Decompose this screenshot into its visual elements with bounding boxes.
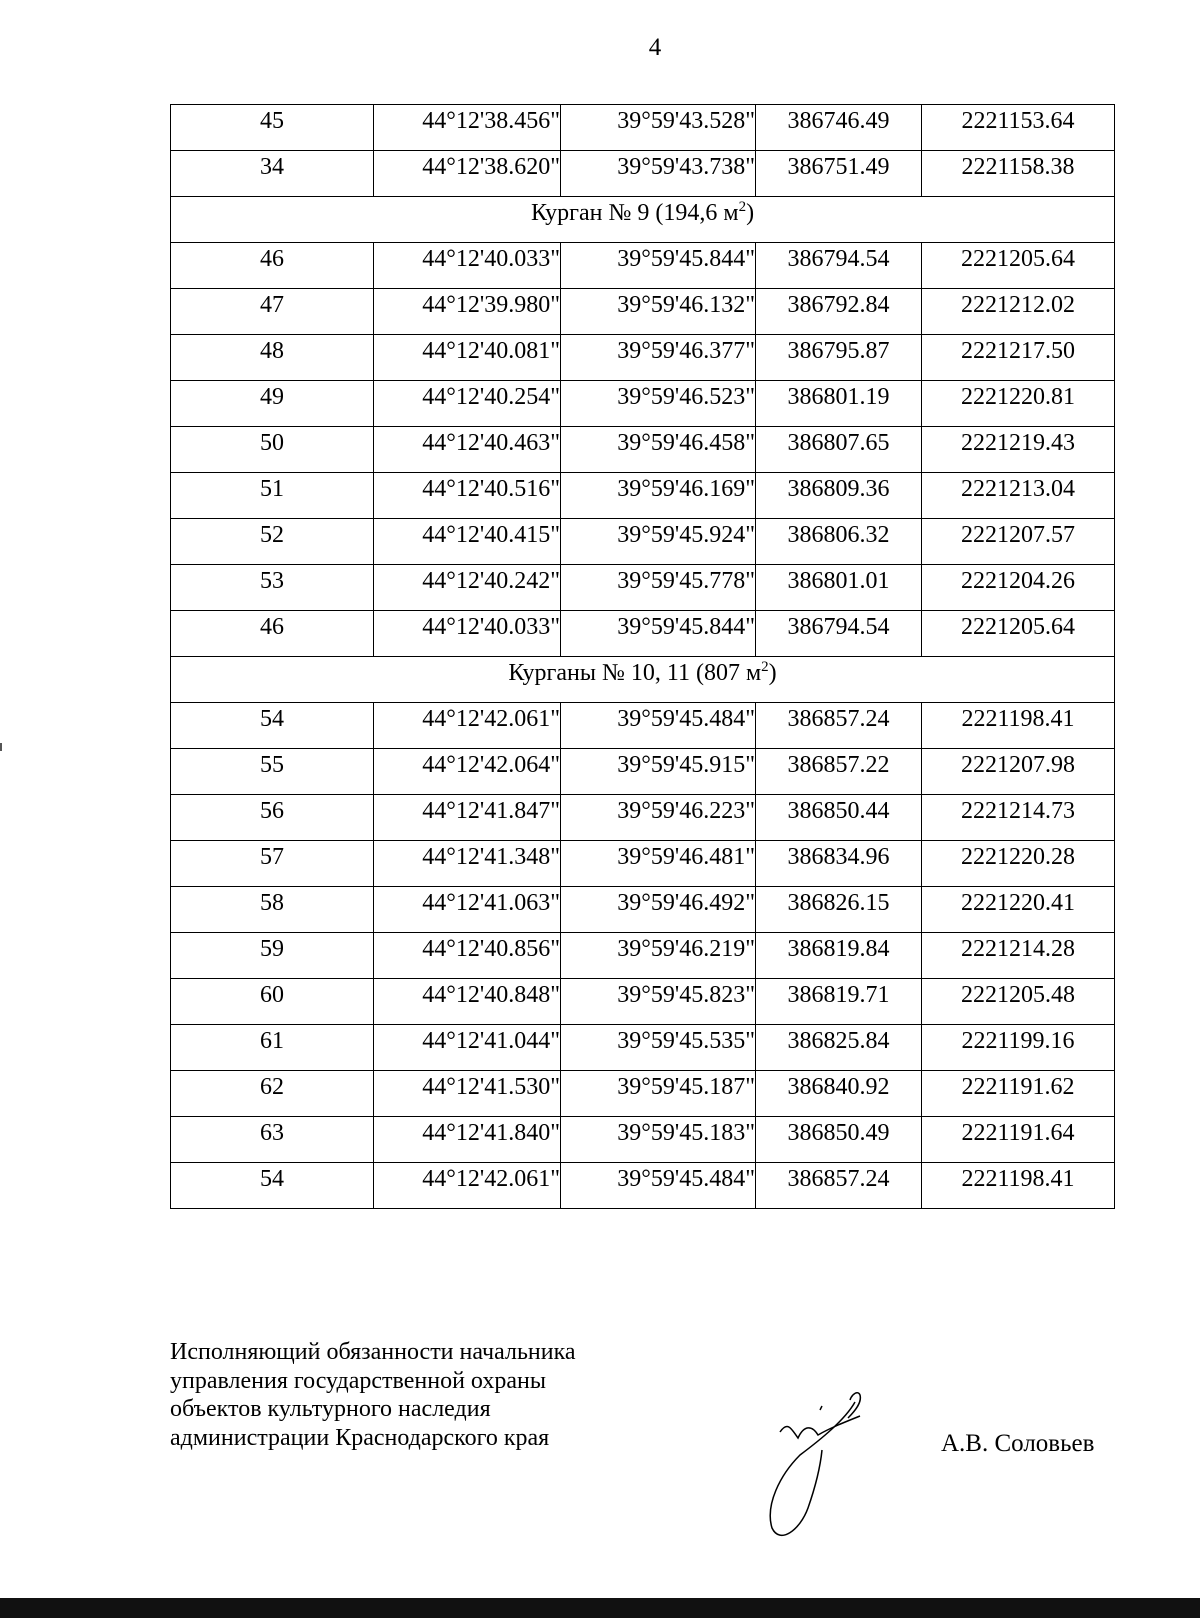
latitude-cell: 44°12'40.856" <box>374 933 561 979</box>
section-title: Курган № 9 (194,6 $м^2$) <box>171 197 1115 243</box>
signatory-position <box>170 1338 576 1452</box>
point-number-cell: 59 <box>171 933 374 979</box>
y-coordinate-cell: 2221205.64 <box>922 243 1115 289</box>
x-coordinate-cell: 386857.24 <box>756 703 922 749</box>
x-coordinate-cell: 386794.54 <box>756 243 922 289</box>
point-number-cell: 45 <box>171 105 374 151</box>
x-coordinate-cell: 386850.44 <box>756 795 922 841</box>
latitude-cell: 44°12'41.063" <box>374 887 561 933</box>
longitude-cell: 39°59'46.219" <box>561 933 756 979</box>
table-row <box>171 335 1115 381</box>
point-number-cell: 53 <box>171 565 374 611</box>
longitude-cell: 39°59'43.738" <box>561 151 756 197</box>
longitude-cell: 39°59'45.844" <box>561 611 756 657</box>
longitude-cell: 39°59'43.528" <box>561 105 756 151</box>
position-line: управления государственной охраны <box>170 1367 546 1394</box>
table-row <box>171 611 1115 657</box>
latitude-cell: 44°12'40.415" <box>374 519 561 565</box>
longitude-cell: 39°59'45.823" <box>561 979 756 1025</box>
y-coordinate-cell: 2221212.02 <box>922 289 1115 335</box>
longitude-cell: 39°59'45.183" <box>561 1117 756 1163</box>
page-number: 4 <box>648 34 662 61</box>
table-row <box>171 1163 1115 1209</box>
longitude-cell: 39°59'45.924" <box>561 519 756 565</box>
y-coordinate-cell: 2221219.43 <box>922 427 1115 473</box>
position-line: администрации Краснодарского края <box>170 1424 550 1451</box>
latitude-cell: 44°12'40.033" <box>374 243 561 289</box>
latitude-cell: 44°12'38.456" <box>374 105 561 151</box>
table-row <box>171 1025 1115 1071</box>
point-number-cell: 34 <box>171 151 374 197</box>
longitude-cell: 39°59'45.915" <box>561 749 756 795</box>
latitude-cell: 44°12'40.081" <box>374 335 561 381</box>
latitude-cell: 44°12'40.242" <box>374 565 561 611</box>
position-line: Исполняющий обязанности начальника <box>170 1339 576 1365</box>
point-number-cell: 63 <box>171 1117 374 1163</box>
table-row <box>171 151 1115 197</box>
table-row <box>171 979 1115 1025</box>
x-coordinate-cell: 386826.15 <box>756 887 922 933</box>
latitude-cell: 44°12'41.847" <box>374 795 561 841</box>
table-row <box>171 381 1115 427</box>
latitude-cell: 44°12'40.516" <box>374 473 561 519</box>
table-row <box>171 427 1115 473</box>
table-row <box>171 749 1115 795</box>
y-coordinate-cell: 2221204.26 <box>922 565 1115 611</box>
table-row <box>171 1071 1115 1117</box>
section-header-row <box>171 197 1115 243</box>
x-coordinate-cell: 386794.54 <box>756 611 922 657</box>
longitude-cell: 39°59'46.377" <box>561 335 756 381</box>
point-number-cell: 51 <box>171 473 374 519</box>
y-coordinate-cell: 2221198.41 <box>922 1163 1115 1209</box>
y-coordinate-cell: 2221207.98 <box>922 749 1115 795</box>
x-coordinate-cell: 386825.84 <box>756 1025 922 1071</box>
table-row <box>171 105 1115 151</box>
x-coordinate-cell: 386807.65 <box>756 427 922 473</box>
point-number-cell: 60 <box>171 979 374 1025</box>
table-row <box>171 887 1115 933</box>
point-number-cell: 61 <box>171 1025 374 1071</box>
latitude-cell: 44°12'42.061" <box>374 1163 561 1209</box>
x-coordinate-cell: 386809.36 <box>756 473 922 519</box>
longitude-cell: 39°59'45.535" <box>561 1025 756 1071</box>
x-coordinate-cell: 386751.49 <box>756 151 922 197</box>
table-row <box>171 1117 1115 1163</box>
point-number-cell: 57 <box>171 841 374 887</box>
y-coordinate-cell: 2221214.73 <box>922 795 1115 841</box>
y-coordinate-cell: 2221198.41 <box>922 703 1115 749</box>
latitude-cell: 44°12'38.620" <box>374 151 561 197</box>
latitude-cell: 44°12'41.840" <box>374 1117 561 1163</box>
point-number-cell: 52 <box>171 519 374 565</box>
longitude-cell: 39°59'46.132" <box>561 289 756 335</box>
section-header-row <box>171 657 1115 703</box>
point-number-cell: 58 <box>171 887 374 933</box>
table-row <box>171 933 1115 979</box>
point-number-cell: 47 <box>171 289 374 335</box>
x-coordinate-cell: 386819.71 <box>756 979 922 1025</box>
section-title: Курганы № 10, 11 (807 $м^2$) <box>171 657 1115 703</box>
longitude-cell: 39°59'46.169" <box>561 473 756 519</box>
y-coordinate-cell: 2221207.57 <box>922 519 1115 565</box>
latitude-cell: 44°12'42.064" <box>374 749 561 795</box>
y-coordinate-cell: 2221220.81 <box>922 381 1115 427</box>
coordinates-table <box>170 104 1115 1209</box>
latitude-cell: 44°12'41.348" <box>374 841 561 887</box>
y-coordinate-cell: 2221153.64 <box>922 105 1115 151</box>
latitude-cell: 44°12'39.980" <box>374 289 561 335</box>
longitude-cell: 39°59'46.223" <box>561 795 756 841</box>
x-coordinate-cell: 386857.22 <box>756 749 922 795</box>
y-coordinate-cell: 2221217.50 <box>922 335 1115 381</box>
handwritten-signature <box>760 1380 900 1540</box>
x-coordinate-cell: 386840.92 <box>756 1071 922 1117</box>
scan-mark <box>0 743 2 751</box>
point-number-cell: 46 <box>171 611 374 657</box>
latitude-cell: 44°12'40.033" <box>374 611 561 657</box>
y-coordinate-cell: 2221205.48 <box>922 979 1115 1025</box>
longitude-cell: 39°59'46.523" <box>561 381 756 427</box>
x-coordinate-cell: 386801.19 <box>756 381 922 427</box>
y-coordinate-cell: 2221213.04 <box>922 473 1115 519</box>
table-row <box>171 473 1115 519</box>
point-number-cell: 48 <box>171 335 374 381</box>
point-number-cell: 56 <box>171 795 374 841</box>
scan-edge-bar <box>0 1598 1200 1618</box>
x-coordinate-cell: 386795.87 <box>756 335 922 381</box>
y-coordinate-cell: 2221191.62 <box>922 1071 1115 1117</box>
latitude-cell: 44°12'40.463" <box>374 427 561 473</box>
y-coordinate-cell: 2221205.64 <box>922 611 1115 657</box>
table-row <box>171 289 1115 335</box>
point-number-cell: 62 <box>171 1071 374 1117</box>
y-coordinate-cell: 2221191.64 <box>922 1117 1115 1163</box>
longitude-cell: 39°59'45.187" <box>561 1071 756 1117</box>
x-coordinate-cell: 386792.84 <box>756 289 922 335</box>
x-coordinate-cell: 386850.49 <box>756 1117 922 1163</box>
x-coordinate-cell: 386806.32 <box>756 519 922 565</box>
latitude-cell: 44°12'41.044" <box>374 1025 561 1071</box>
y-coordinate-cell: 2221220.28 <box>922 841 1115 887</box>
x-coordinate-cell: 386834.96 <box>756 841 922 887</box>
point-number-cell: 54 <box>171 1163 374 1209</box>
point-number-cell: 55 <box>171 749 374 795</box>
point-number-cell: 46 <box>171 243 374 289</box>
y-coordinate-cell: 2221158.38 <box>922 151 1115 197</box>
longitude-cell: 39°59'45.778" <box>561 565 756 611</box>
point-number-cell: 49 <box>171 381 374 427</box>
y-coordinate-cell: 2221214.28 <box>922 933 1115 979</box>
longitude-cell: 39°59'46.458" <box>561 427 756 473</box>
point-number-cell: 50 <box>171 427 374 473</box>
longitude-cell: 39°59'46.492" <box>561 887 756 933</box>
x-coordinate-cell: 386819.84 <box>756 933 922 979</box>
table-row <box>171 565 1115 611</box>
latitude-cell: 44°12'42.061" <box>374 703 561 749</box>
table-row <box>171 795 1115 841</box>
longitude-cell: 39°59'45.844" <box>561 243 756 289</box>
table-row <box>171 841 1115 887</box>
latitude-cell: 44°12'40.254" <box>374 381 561 427</box>
x-coordinate-cell: 386801.01 <box>756 565 922 611</box>
y-coordinate-cell: 2221220.41 <box>922 887 1115 933</box>
table-row <box>171 519 1115 565</box>
position-line: объектов культурного наследия <box>170 1396 491 1422</box>
longitude-cell: 39°59'45.484" <box>561 703 756 749</box>
point-number-cell: 54 <box>171 703 374 749</box>
longitude-cell: 39°59'45.484" <box>561 1163 756 1209</box>
signer-name: А.В. Соловьев <box>941 1430 1095 1457</box>
x-coordinate-cell: 386857.24 <box>756 1163 922 1209</box>
y-coordinate-cell: 2221199.16 <box>922 1025 1115 1071</box>
x-coordinate-cell: 386746.49 <box>756 105 922 151</box>
longitude-cell: 39°59'46.481" <box>561 841 756 887</box>
latitude-cell: 44°12'40.848" <box>374 979 561 1025</box>
table-row <box>171 703 1115 749</box>
latitude-cell: 44°12'41.530" <box>374 1071 561 1117</box>
table-row <box>171 243 1115 289</box>
